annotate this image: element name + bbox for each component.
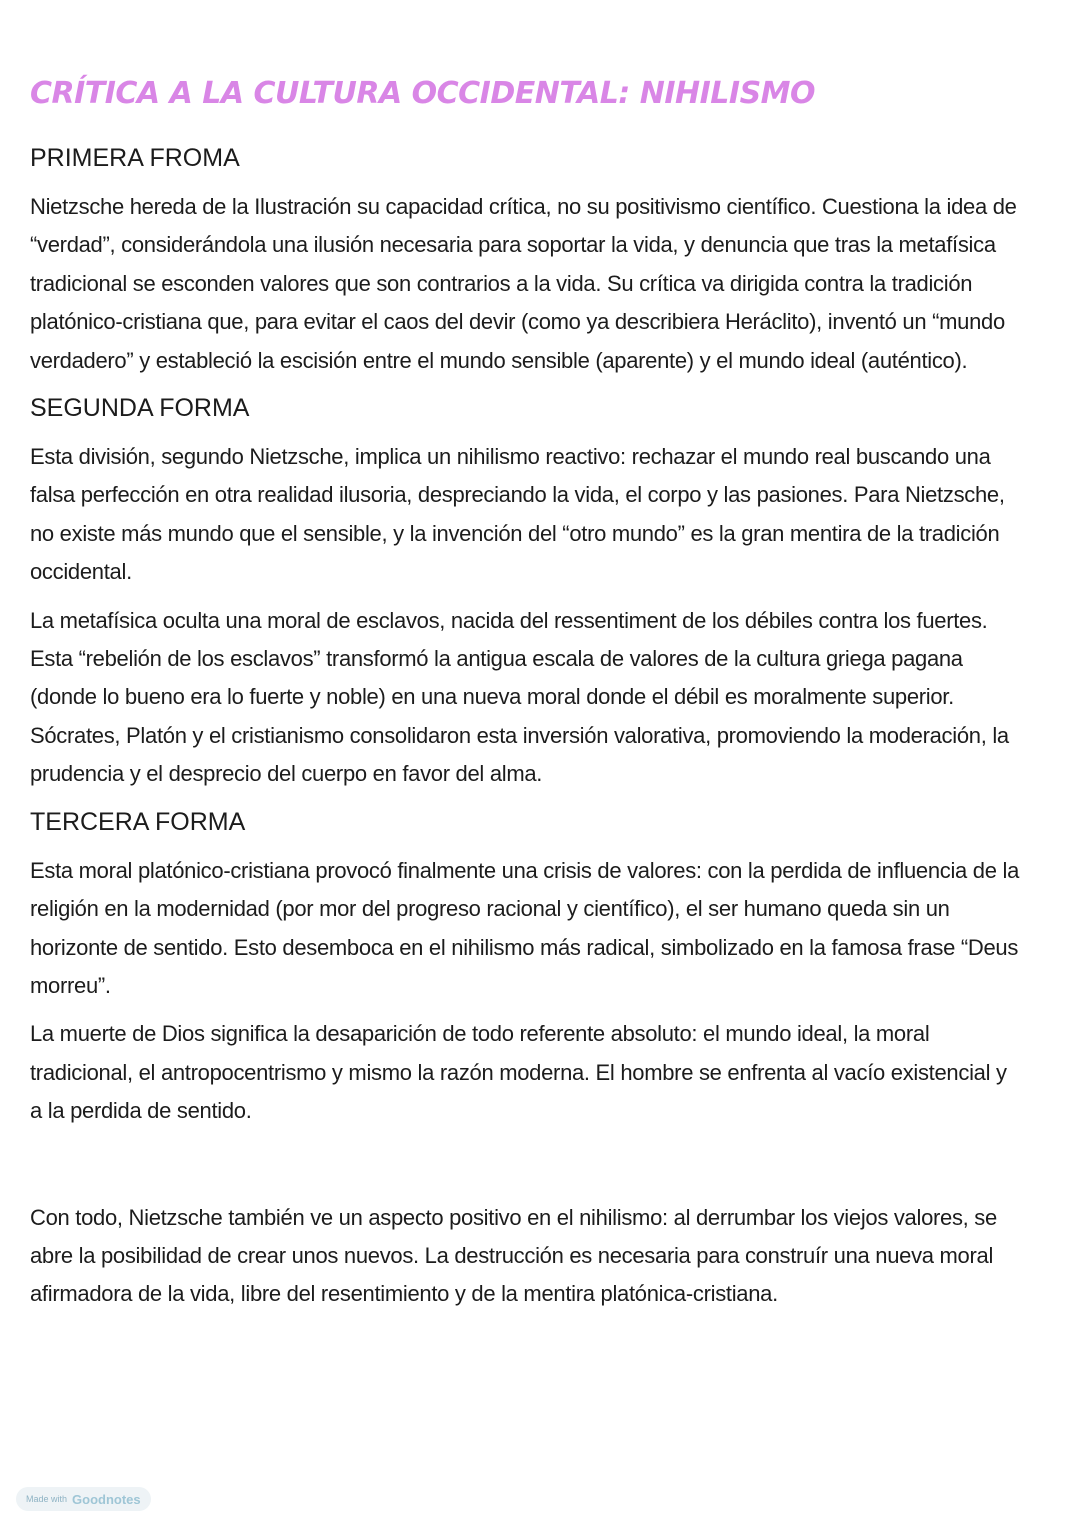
page-title: CRÍTICA A LA CULTURA OCCIDENTAL: NIHILISMO xyxy=(30,76,816,111)
paragraph: La muerte de Dios significa la desaparición de todo referente absoluto: el mundo ideal, la moral tradicional, el antropocentrismo y mismo la razón moderna. El hombre se enfrenta al vacío existencial y a la perdida de sentido. xyxy=(30,1021,1007,1124)
conclusion-paragraph: Con todo, Nietzsche también ve un aspecto positivo en el nihilismo: al derrumbar los viejos valores, se abre la posibilidad de crear unos nuevos. La destrucción es necesaria para construír una nueva moral afirmadora de la vida, libre del resentimiento y de la mentira platónica-cristiana. xyxy=(30,1204,997,1307)
made-with-goodnotes-badge xyxy=(16,1487,151,1511)
section-heading-segunda: SEGUNDA FORMA xyxy=(30,394,250,423)
paragraph: La metafísica oculta una moral de esclavos, nacida del ressentiment de los débiles contra los fuertes. Esta “rebelión de los esclavos” transformó la antigua escala de valores de la cultura griega pagana (donde lo bueno era lo fuerte y noble) en una nueva moral donde el débil es moralmente superior. Sócrates, Platón y el cristianismo consolidaron esta inversión valorativa, promoviendo la moderación, la prudencia y el desprecio del cuerpo en favor del alma. xyxy=(30,607,1009,787)
paragraph: Esta división, segundo Nietzsche, implica un nihilismo reactivo: rechazar el mundo real buscando una falsa perfección en otra realidad ilusoria, despreciando la vida, el corpo y las pasiones. Para Nietzsche, no existe más mundo que el sensible, y la invención del “otro mundo” es la gran mentira de la tradición occidental. xyxy=(30,444,1005,585)
paragraph: Esta moral platónico-cristiana provocó finalmente una crisis de valores: con la perdida de influencia de la religión en la modernidad (por mor del progreso racional y científico), el ser humano queda sin un horizonte de sentido. Esto desemboca en el nihilismo más radical, simbolizado en la famosa frase “Deus morreu”. xyxy=(30,857,1020,998)
badge-prefix: Made with xyxy=(26,1494,68,1504)
section-heading-tercera: TERCERA FORMA xyxy=(30,807,246,836)
section-heading-primera: PRIMERA FROMA xyxy=(30,144,240,172)
badge-brand: Goodnotes xyxy=(72,1491,141,1507)
document-page xyxy=(30,70,1020,1324)
spacer xyxy=(30,1141,1020,1199)
paragraph: Nietzsche hereda de la Ilustración su capacidad crítica, no su positivismo científico. Cuestiona la idea de “verdad”, considerándola una ilusión necesaria para soportar la vida, y denuncia que tras la metafísica tradicional se esconden valores que son contrarios a la vida. Su crítica va dirigida contra la tradición platónico-cristiana que, para evitar el caos del devir (como ya describiera Heráclito), inventó un “mundo verdadero” y estableció la escisión entre el mundo sensible (aparente) y el mundo ideal (auténtico). xyxy=(30,194,1017,373)
